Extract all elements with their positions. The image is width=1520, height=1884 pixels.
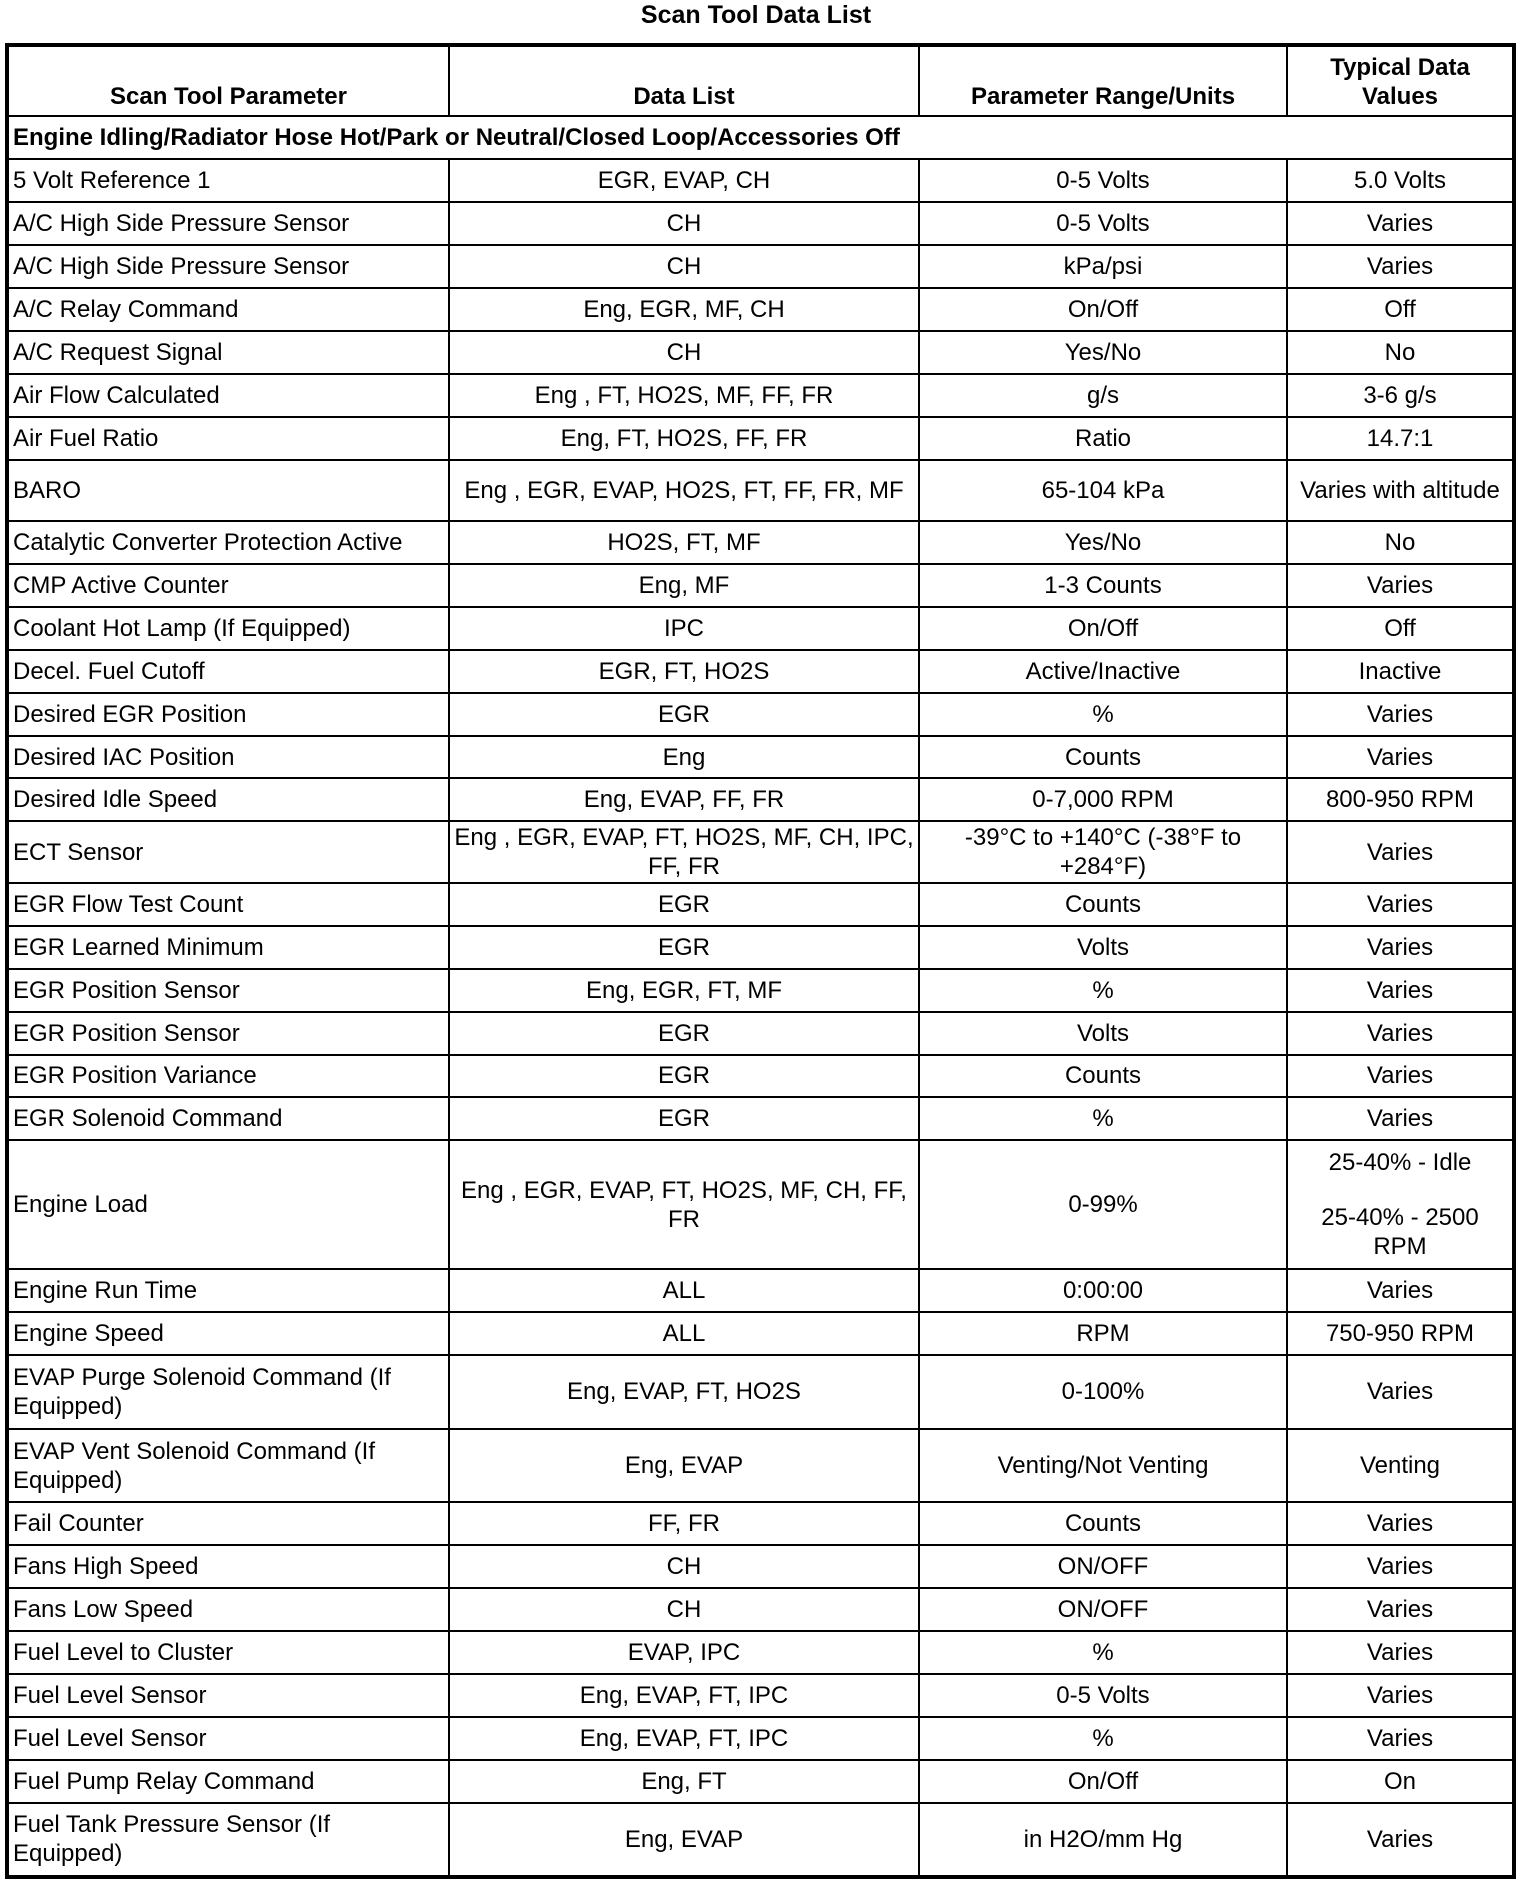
data-list-cell: Eng, FT, HO2S, FF, FR [449,417,919,460]
typical-value-cell: Varies [1287,1012,1514,1055]
range-units-cell: % [919,1631,1287,1674]
table-row [7,1631,1514,1674]
parameter-cell: Engine Load [7,1140,449,1269]
typical-value-cell: No [1287,331,1514,374]
typical-value-2500: 25-40% - 2500 RPM [1321,1204,1479,1261]
table-row [7,460,1514,521]
table-row [7,1760,1514,1803]
range-units-cell: 0-99% [919,1140,1287,1269]
data-list-cell: Eng [449,736,919,779]
typical-value-cell: 5.0 Volts [1287,159,1514,202]
table-row [7,821,1514,882]
range-units-cell: 0-5 Volts [919,202,1287,245]
range-units-cell: % [919,1717,1287,1760]
data-list-cell: Eng, FT [449,1760,919,1803]
typical-value-cell: Off [1287,607,1514,650]
parameter-cell: EGR Flow Test Count [7,883,449,926]
range-units-cell: 0-5 Volts [919,159,1287,202]
typical-value-cell: Inactive [1287,650,1514,693]
header-typical-data-values: Typical Data Values [1287,45,1514,116]
data-list-cell: Eng, EVAP, FF, FR [449,778,919,821]
range-units-cell: On/Off [919,607,1287,650]
typical-value-cell: Varies [1287,1717,1514,1760]
data-list-cell: Eng, EVAP [449,1429,919,1503]
typical-value-cell: 800-950 RPM [1287,778,1514,821]
table-row [7,1803,1514,1877]
typical-value-cell: Varies [1287,1055,1514,1098]
value-spacer [1292,1177,1508,1203]
parameter-cell: Desired Idle Speed [7,778,449,821]
page-title: Scan Tool Data List [640,1,872,29]
range-units-cell: Volts [919,926,1287,969]
table-row [7,883,1514,926]
table-row [7,650,1514,693]
typical-value-cell: Varies with altitude [1287,460,1514,521]
table-row [7,1140,1514,1269]
typical-value-cell: Varies [1287,1803,1514,1877]
table-row [7,1545,1514,1588]
parameter-cell: Fans High Speed [7,1545,449,1588]
section-title: Engine Idling/Radiator Hose Hot/Park or Neutral/Closed Loop/Accessories Off [7,116,1514,159]
typical-value-idle: 25-40% - Idle [1328,1149,1472,1177]
typical-value-cell: Varies [1287,1674,1514,1717]
table-row [7,1674,1514,1717]
range-units-cell: kPa/psi [919,245,1287,288]
table-row [7,736,1514,779]
range-units-cell: Counts [919,883,1287,926]
parameter-cell: A/C High Side Pressure Sensor [7,245,449,288]
table-row [7,417,1514,460]
table-row [7,1355,1514,1429]
typical-value-cell [1287,1140,1514,1269]
range-units-cell: RPM [919,1312,1287,1355]
typical-value-cell: Off [1287,288,1514,331]
parameter-cell: EGR Position Sensor [7,969,449,1012]
range-units-cell: 1-3 Counts [919,564,1287,607]
data-list-cell: EGR [449,693,919,736]
header-scan-tool-parameter: Scan Tool Parameter [7,45,449,116]
typical-value-cell: Varies [1287,883,1514,926]
range-units-cell: g/s [919,374,1287,417]
table-row [7,778,1514,821]
range-units-cell: Counts [919,1055,1287,1098]
typical-value-cell: Varies [1287,202,1514,245]
data-list-cell: CH [449,1588,919,1631]
table-row [7,202,1514,245]
parameter-cell: Fuel Pump Relay Command [7,1760,449,1803]
range-units-cell: -39°C to +140°C (-38°F to +284°F) [919,821,1287,882]
data-list-cell: Eng, EVAP [449,1803,919,1877]
data-list-cell: Eng , EGR, EVAP, HO2S, FT, FF, FR, MF [449,460,919,521]
typical-value-cell: Varies [1287,969,1514,1012]
data-list-cell: CH [449,202,919,245]
typical-value-cell: Varies [1287,1355,1514,1429]
data-list-cell: EGR [449,883,919,926]
table-row [7,1012,1514,1055]
range-units-cell: 0:00:00 [919,1269,1287,1312]
parameter-cell: Engine Speed [7,1312,449,1355]
parameter-cell: Fans Low Speed [7,1588,449,1631]
data-list-cell: Eng, EVAP, FT, HO2S [449,1355,919,1429]
parameter-cell: Engine Run Time [7,1269,449,1312]
typical-value-cell: Varies [1287,1545,1514,1588]
range-units-cell: Venting/Not Venting [919,1429,1287,1503]
table-row [7,521,1514,564]
table-row [7,1097,1514,1140]
typical-value-cell: Varies [1287,1502,1514,1545]
data-list-cell: Eng, MF [449,564,919,607]
table-row [7,245,1514,288]
parameter-cell: Air Fuel Ratio [7,417,449,460]
table-row [7,1055,1514,1098]
data-list-cell: Eng , FT, HO2S, MF, FF, FR [449,374,919,417]
range-units-cell: Volts [919,1012,1287,1055]
table-row [7,159,1514,202]
parameter-cell: A/C Request Signal [7,331,449,374]
typical-value-cell: Varies [1287,1269,1514,1312]
range-units-cell: 0-100% [919,1355,1287,1429]
typical-value-cell: Varies [1287,245,1514,288]
typical-value-cell: Varies [1287,693,1514,736]
parameter-cell: Catalytic Converter Protection Active [7,521,449,564]
table-row [7,1717,1514,1760]
data-list-cell: EGR [449,926,919,969]
table-row [7,926,1514,969]
header-data-list: Data List [449,45,919,116]
table-row [7,1502,1514,1545]
parameter-cell: Desired EGR Position [7,693,449,736]
header-row [7,45,1514,116]
table-row [7,564,1514,607]
table-body [7,116,1514,1877]
parameter-cell: Fuel Level to Cluster [7,1631,449,1674]
parameter-cell: Coolant Hot Lamp (If Equipped) [7,607,449,650]
typical-value-cell: 3-6 g/s [1287,374,1514,417]
typical-value-cell: Venting [1287,1429,1514,1503]
typical-value-cell: Varies [1287,1631,1514,1674]
range-units-cell: Counts [919,1502,1287,1545]
data-list-cell: EGR, EVAP, CH [449,159,919,202]
range-units-cell: 65-104 kPa [919,460,1287,521]
data-list-cell: Eng, EGR, FT, MF [449,969,919,1012]
data-list-cell: HO2S, FT, MF [449,521,919,564]
typical-value-cell: Varies [1287,736,1514,779]
parameter-cell: A/C High Side Pressure Sensor [7,202,449,245]
range-units-cell: Counts [919,736,1287,779]
data-list-cell: Eng , EGR, EVAP, FT, HO2S, MF, CH, FF, FR [449,1140,919,1269]
range-units-cell: % [919,969,1287,1012]
data-list-cell: CH [449,331,919,374]
range-units-cell: % [919,693,1287,736]
table-row [7,1588,1514,1631]
data-list-cell: ALL [449,1269,919,1312]
range-units-cell: On/Off [919,288,1287,331]
range-units-cell: On/Off [919,1760,1287,1803]
table-row [7,969,1514,1012]
data-list-cell: ALL [449,1312,919,1355]
table-row [7,1429,1514,1503]
range-units-cell: 0-5 Volts [919,1674,1287,1717]
typical-value-cell: On [1287,1760,1514,1803]
section-row [7,116,1514,159]
parameter-cell: EGR Learned Minimum [7,926,449,969]
data-list-cell: Eng , EGR, EVAP, FT, HO2S, MF, CH, IPC, FF, FR [449,821,919,882]
data-list-cell: EGR, FT, HO2S [449,650,919,693]
typical-value-cell: Varies [1287,926,1514,969]
parameter-cell: Decel. Fuel Cutoff [7,650,449,693]
range-units-cell: % [919,1097,1287,1140]
range-units-cell: in H2O/mm Hg [919,1803,1287,1877]
parameter-cell: Fuel Level Sensor [7,1674,449,1717]
typical-value-cell: Varies [1287,821,1514,882]
typical-value-cell: No [1287,521,1514,564]
parameter-cell: EVAP Purge Solenoid Command (If Equipped) [7,1355,449,1429]
data-list-cell: CH [449,1545,919,1588]
table-row [7,288,1514,331]
table-row [7,1312,1514,1355]
table-row [7,693,1514,736]
parameter-cell: BARO [7,460,449,521]
data-list-cell: EGR [449,1012,919,1055]
typical-value-cell: Varies [1287,564,1514,607]
range-units-cell: Active/Inactive [919,650,1287,693]
data-list-cell: EGR [449,1097,919,1140]
parameter-cell: Desired IAC Position [7,736,449,779]
table-row [7,374,1514,417]
data-list-cell: CH [449,245,919,288]
typical-value-cell: 750-950 RPM [1287,1312,1514,1355]
table-row [7,607,1514,650]
parameter-cell: Air Flow Calculated [7,374,449,417]
range-units-cell: Yes/No [919,521,1287,564]
data-list-cell: Eng, EGR, MF, CH [449,288,919,331]
table-row [7,331,1514,374]
data-list-cell: Eng, EVAP, FT, IPC [449,1717,919,1760]
typical-value-cell: Varies [1287,1588,1514,1631]
range-units-cell: 0-7,000 RPM [919,778,1287,821]
parameter-cell: ECT Sensor [7,821,449,882]
table-row [7,1269,1514,1312]
scan-tool-data-table [5,43,1516,1879]
data-list-cell: EVAP, IPC [449,1631,919,1674]
parameter-cell: EGR Position Variance [7,1055,449,1098]
typical-value-cell: Varies [1287,1097,1514,1140]
data-list-cell: IPC [449,607,919,650]
parameter-cell: CMP Active Counter [7,564,449,607]
range-units-cell: ON/OFF [919,1588,1287,1631]
parameter-cell: EVAP Vent Solenoid Command (If Equipped) [7,1429,449,1503]
parameter-cell: EGR Position Sensor [7,1012,449,1055]
data-list-cell: FF, FR [449,1502,919,1545]
parameter-cell: Fuel Level Sensor [7,1717,449,1760]
data-list-cell: EGR [449,1055,919,1098]
range-units-cell: Yes/No [919,331,1287,374]
parameter-cell: Fail Counter [7,1502,449,1545]
parameter-cell: 5 Volt Reference 1 [7,159,449,202]
range-units-cell: Ratio [919,417,1287,460]
data-list-cell: Eng, EVAP, FT, IPC [449,1674,919,1717]
parameter-cell: EGR Solenoid Command [7,1097,449,1140]
header-parameter-range-units: Parameter Range/Units [919,45,1287,116]
typical-value-cell: 14.7:1 [1287,417,1514,460]
parameter-cell: A/C Relay Command [7,288,449,331]
range-units-cell: ON/OFF [919,1545,1287,1588]
parameter-cell: Fuel Tank Pressure Sensor (If Equipped) [7,1803,449,1877]
